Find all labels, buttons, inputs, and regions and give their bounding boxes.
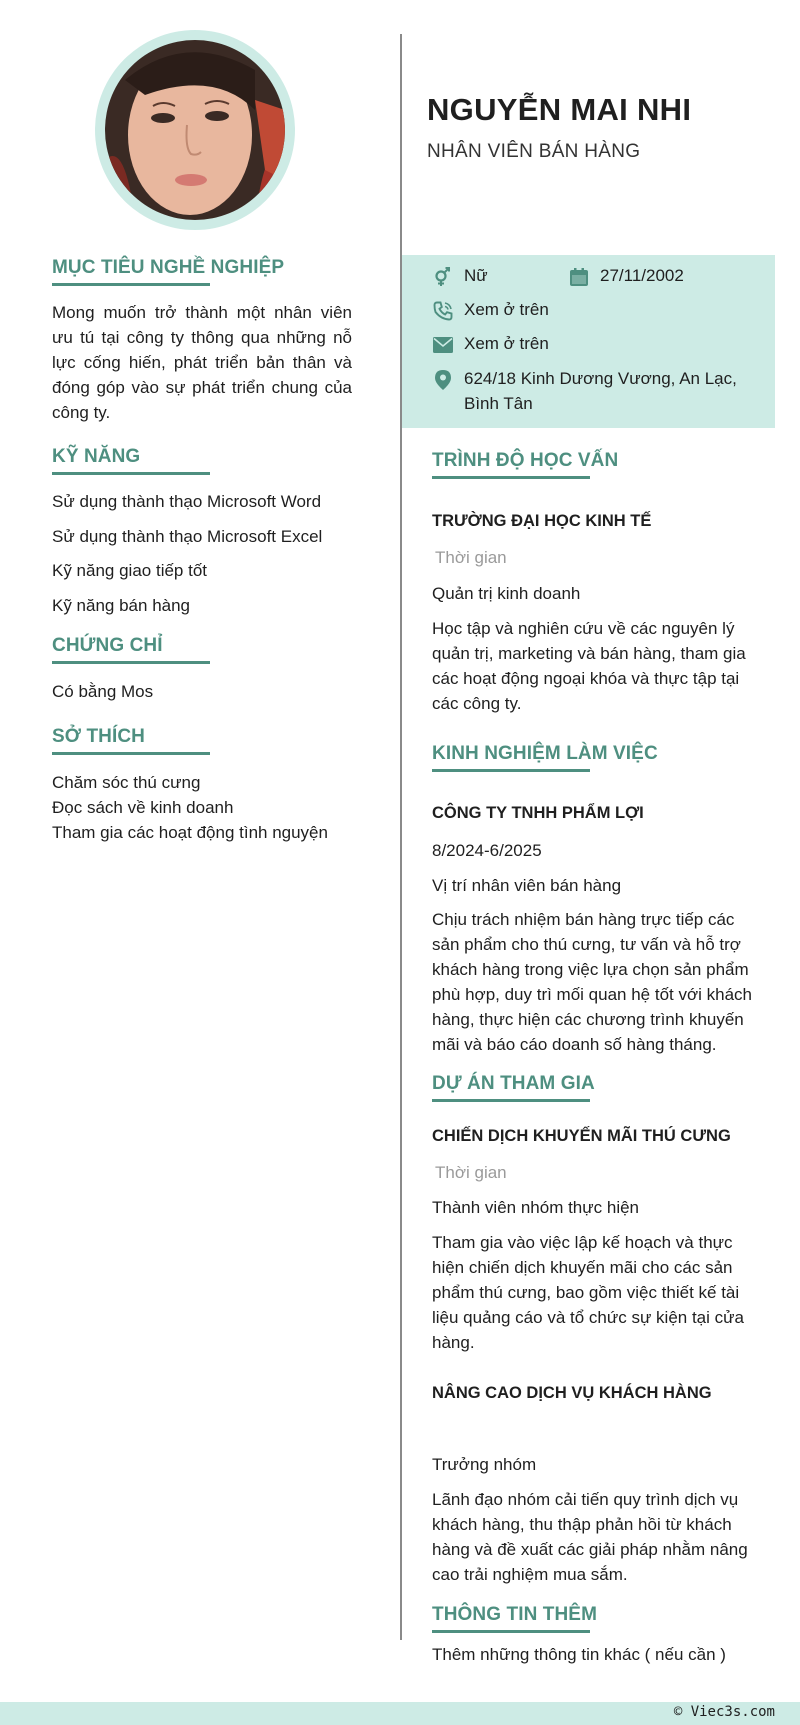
education-section — [432, 450, 618, 479]
education-description: Học tập và nghiên cứu về các nguyên lý quản trị, marketing và bán hàng, tham gia các hoạt động ngoại khóa và thực tập tại các công ty. — [432, 619, 746, 713]
additional-underline — [432, 1630, 590, 1633]
projects-underline — [432, 1099, 590, 1102]
skills-title: KỸ NĂNG — [52, 446, 141, 467]
objective-section — [52, 257, 284, 286]
location-pin-icon — [432, 369, 454, 391]
hobbies-underline — [52, 752, 210, 755]
footer-credit[interactable]: © Viec3s.com — [673, 1704, 775, 1720]
certificate-item: Có bằng Mos — [52, 682, 154, 701]
school-name: TRƯỜNG ĐẠI HỌC KINH TẾ — [432, 512, 652, 530]
skills-underline — [52, 472, 210, 475]
email-row — [432, 334, 549, 356]
certificates-title: CHỨNG CHỈ — [52, 635, 163, 656]
experience-section — [432, 743, 658, 772]
project-description: Tham gia vào việc lập kế hoạch và thực hiện chiến dịch khuyến mãi cho các sản phẩm thú cưng, bao gồm việc thiết kế tài liệu quảng cáo và tổ chức sự kiện tại cửa hàng. — [432, 1233, 744, 1352]
education-time: Thời gian — [435, 548, 507, 567]
project-time: Thời gian — [435, 1163, 507, 1182]
phone-icon — [432, 300, 454, 322]
project-description: Lãnh đạo nhóm cải tiến quy trình dịch vụ khách hàng, thu thập phản hồi từ khách hàng và đề xuất các giải pháp nhằm nâng cao trải nghiệm mua sắm. — [432, 1490, 748, 1584]
gender-row — [432, 266, 488, 288]
hobbies-section — [52, 726, 210, 755]
footer-bar — [0, 1702, 800, 1725]
skill-item: Kỹ năng bán hàng — [52, 596, 191, 615]
education-major: Quản trị kinh doanh — [432, 584, 581, 603]
contact-panel — [402, 255, 775, 428]
address-line-2: Bình Tân — [464, 394, 533, 413]
project-name: CHIẾN DỊCH KHUYẾN MÃI THÚ CƯNG — [432, 1127, 731, 1145]
birthday-row — [568, 266, 684, 288]
projects-title: DỰ ÁN THAM GIA — [432, 1073, 595, 1094]
project-name: NÂNG CAO DỊCH VỤ KHÁCH HÀNG — [432, 1384, 712, 1402]
candidate-name: NGUYỄN MAI NHI — [427, 92, 692, 127]
avatar-photo — [105, 40, 285, 220]
objective-title: MỤC TIÊU NGHỀ NGHIỆP — [52, 257, 285, 278]
skill-item: Sử dụng thành thạo Microsoft Excel — [52, 527, 323, 546]
gender-value: Nữ — [464, 266, 488, 285]
calendar-icon — [568, 266, 590, 288]
experience-description: Chịu trách nhiệm bán hàng trực tiếp các sản phẩm cho thú cưng, tư vấn và hỗ trợ khách hàng trong việc lựa chọn sản phẩm phù hợp, duy trì mối quan hệ tốt với khách hàng, thực hiện các chương trình khuyến mãi và báo cáo doanh số hàng tháng. — [432, 910, 752, 1054]
experience-title: KINH NGHIỆM LÀM VIỆC — [432, 743, 658, 764]
avatar-ring — [95, 30, 295, 230]
avatar — [105, 40, 285, 220]
hobby-item: Tham gia các hoạt động tình nguyện — [52, 823, 328, 842]
address-value — [464, 366, 737, 416]
address-line-1: 624/18 Kinh Dương Vương, An Lạc, — [464, 369, 737, 388]
objective-underline — [52, 283, 210, 286]
hobbies-title: SỞ THÍCH — [52, 726, 146, 747]
phone-value: Xem ở trên — [464, 300, 549, 319]
skill-item: Kỹ năng giao tiếp tốt — [52, 561, 208, 580]
education-underline — [432, 476, 590, 479]
hobby-item: Chăm sóc thú cưng — [52, 773, 201, 792]
phone-row — [432, 300, 549, 322]
education-title: TRÌNH ĐỘ HỌC VẤN — [432, 450, 619, 471]
additional-text: Thêm những thông tin khác ( nếu cần ) — [432, 1645, 726, 1664]
additional-section — [432, 1604, 597, 1633]
hobby-item: Đọc sách về kinh doanh — [52, 798, 234, 817]
job-title: NHÂN VIÊN BÁN HÀNG — [427, 141, 641, 162]
skill-item: Sử dụng thành thạo Microsoft Word — [52, 492, 322, 511]
project-role: Trưởng nhóm — [432, 1455, 537, 1474]
company-name: CÔNG TY TNHH PHẨM LỢI — [432, 804, 644, 822]
email-value: Xem ở trên — [464, 334, 549, 353]
skills-section — [52, 446, 210, 475]
email-icon — [432, 334, 454, 356]
address-row — [432, 368, 737, 416]
gender-icon — [432, 266, 454, 288]
experience-position: Vị trí nhân viên bán hàng — [432, 876, 622, 895]
certificates-section — [52, 635, 210, 664]
additional-title: THÔNG TIN THÊM — [432, 1604, 597, 1625]
objective-text: Mong muốn trở thành một nhân viên ưu tú tại công ty thông qua những nỗ lực cống hiến, phát triển bản thân và đóng góp vào sự phát triển chung của công ty. — [52, 303, 352, 422]
experience-period: 8/2024-6/2025 — [432, 841, 542, 860]
birthday-value: 27/11/2002 — [600, 266, 684, 285]
experience-underline — [432, 769, 590, 772]
project-role: Thành viên nhóm thực hiện — [432, 1198, 640, 1217]
certificates-underline — [52, 661, 210, 664]
projects-section — [432, 1073, 595, 1102]
